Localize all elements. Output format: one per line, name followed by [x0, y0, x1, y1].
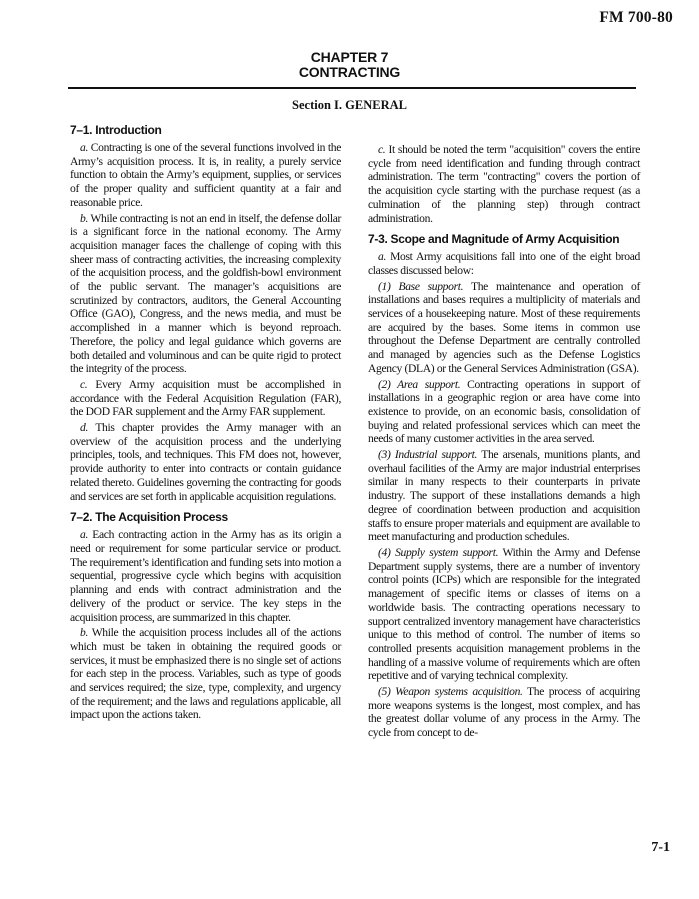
section-title: Section I. GENERAL — [292, 98, 407, 112]
paragraph: a. Most Army acquisitions fall into one of the eight broad classes discussed below: — [368, 250, 640, 277]
paragraph: c. It should be noted the term "acquisition" covers the entire cycle from need identification and funding through contract administration. The term "contracting" covers the portion of the acquisition cycle starting with the purchase request (as a culmination of the planning step) through contract administration. — [368, 143, 640, 225]
paragraph: (1) Base support. The maintenance and operation of installations and bases requires a multiplicity of materials and services of a housekeeping nature. Most of these requirements are acquired by the bases. Some items in common use throughout the Defense Department are centrally controlled and managed by agencies such as the Defense Logistics Agency (DLA) or the General Services Administration (GSA). — [368, 279, 641, 375]
paragraph: b. While the acquisition process includes all of the actions which must be taken in obtaining the required goods or services, it must be emphasized there is no single set of actions for each step in the process. Variables, such as type of goods and services required; the size, type, complexity, and urgency of the requirement; and the laws and regulations applicable, all impact upon the actions taken. — [70, 626, 341, 722]
paragraph: d. This chapter provides the Army manager with an overview of the acquisition process and the underlying principles, tools, and techniques. This FM does not, however, provide authority to enter into contracts or contain guidance related thereto. Guidelines governing the contracting for goods and services are set forth in applicable acquisition regulations. — [70, 421, 341, 503]
chapter-name: CONTRACTING — [298, 64, 401, 80]
paragraph: (5) Weapon systems acquisition. The process of acquiring more weapons systems is the longest, most complex, and has the greatest dollar volume of any process in the Army. The cycle from concept to de- — [368, 685, 640, 740]
right-column — [368, 143, 640, 740]
left-column — [70, 123, 341, 722]
paragraph: (4) Supply system support. Within the Army and Defense Department supply systems, there are a number of inventory control points (ICPs) which are responsible for the integrated management of specific items or classes of items on a worldwide basis. The contracting operations necessary to support centralized inventory management have characteristics unique to this method of control. The number of items so controlled presents acquisition management problems in the handling of a massive volume of requirements which are often repetitive and of varying technical complexity. — [368, 545, 640, 683]
paragraph: a. Each contracting action in the Army has as its origin a need or requirement for some particular service or product. The requirement’s identification and funding sets into motion a sequential, progressive cycle which begins with acquisition planning and ends with contract administration and the delivery of the product or service. The key steps in the acquisition process, are summarized in this chapter. — [70, 528, 341, 624]
heading-introduction: 7–1. Introduction — [70, 123, 162, 137]
chapter-title — [0, 50, 699, 80]
document-id: FM 700-80 — [599, 9, 673, 26]
paragraph: b. While contracting is not an end in itself, the defense dollar is a significant force in the national economy. The Army acquisition manager faces the challenge of coping with this sheer mass of contracting activities, the increasing complexity of the acquisition process, and the goldfish-bowl environment of the public servant. The manager’s acquisitions are scrutinized by contractors, auditors, the General Accounting Office (GAO), Congress, and the news media, and must be accomplished in a manner which is beyond reproach. Therefore, the policy and legal guidance which governs are both detailed and voluminous and can be quite rigid to protect the integrity of the process. — [70, 211, 341, 376]
chapter-divider — [68, 87, 636, 89]
chapter-number: CHAPTER 7 — [310, 49, 389, 65]
heading-scope-magnitude: 7-3. Scope and Magnitude of Army Acquisition — [368, 232, 620, 247]
page-number: 7-1 — [651, 840, 670, 855]
paragraph: c. Every Army acquisition must be accomplished in accordance with the Federal Acquisition Regulation (FAR), the DOD FAR supplement and the Army FAR supplement. — [70, 377, 341, 419]
heading-acquisition-process: 7–2. The Acquisition Process — [70, 510, 228, 525]
paragraph: a. Contracting is one of the several functions involved in the Army’s acquisition process. It is, in reality, a purely service function to obtain the Army’s equipment, supplies, or services of the proper quality and sufficient quantity at a fair and reasonable price. — [70, 141, 341, 209]
paragraph: (2) Area support. Contracting operations in support of installations in a geographic region or area have come into existence to provide, on an economic basis, consolidation of buying and related professional services which can meet the needs of many customer activities in the area served. — [368, 377, 641, 446]
paragraph: (3) Industrial support. The arsenals, munitions plants, and overhaul facilities of the Army are major industrial enterprises similar in many respects to their counterparts in private industry. The support of these installations demands a high degree of coordination between production and acquisition staffs to ensure proper materials and equipment are available to meet manufacturing and production schedules. — [368, 448, 640, 544]
